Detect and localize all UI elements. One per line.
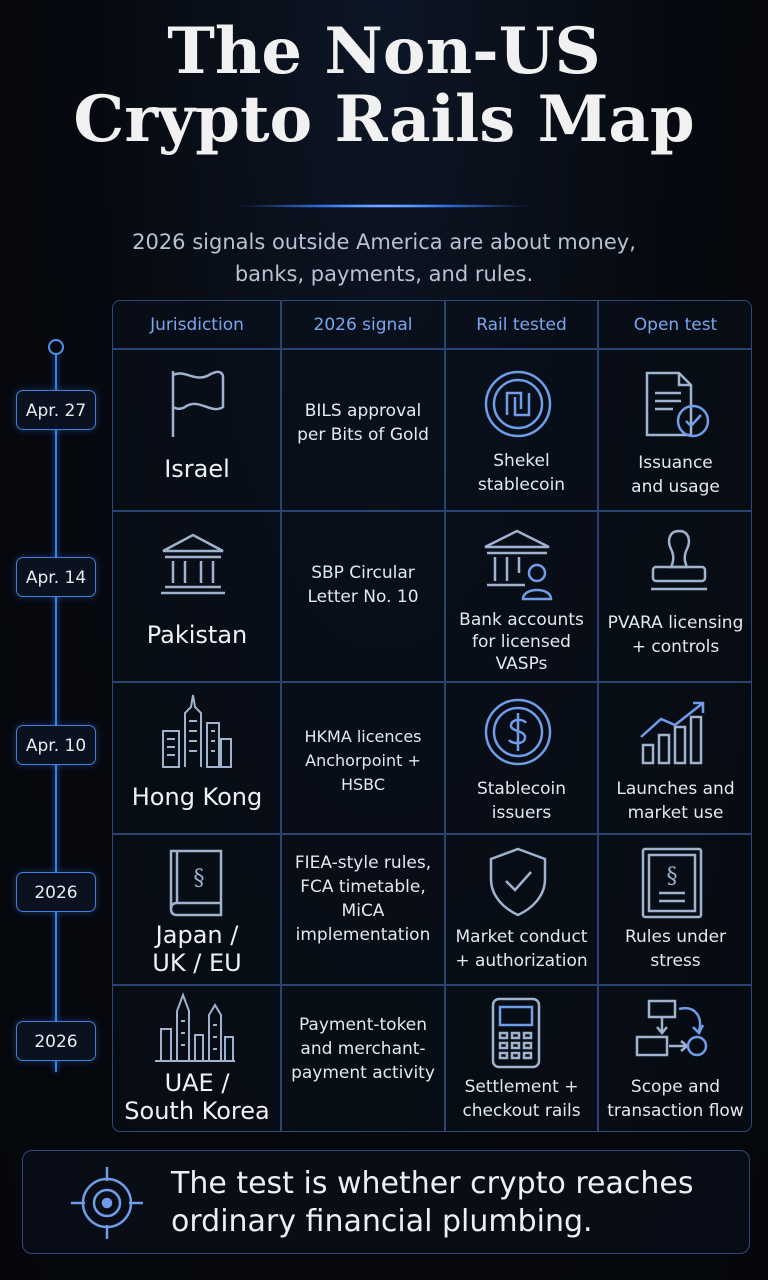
flow-diagram-icon: [635, 997, 715, 1063]
svg-text:§: §: [666, 864, 678, 889]
rail-text: Shekel stablecoin: [477, 451, 566, 495]
signal-text: BILS approval per Bits of Gold: [297, 401, 429, 445]
rail-text: Bank accounts for licensed VASPs: [459, 610, 584, 674]
column-header-signal: 2026 signal: [313, 315, 413, 335]
page-title: [0, 14, 768, 158]
open-test-text: Rules under stress: [624, 927, 727, 971]
date-pill: Apr. 14: [16, 557, 96, 597]
row-divider: [113, 984, 752, 986]
rail-text: Market conduct + authorization: [455, 927, 588, 971]
jurisdiction-name: UAE / South Korea: [124, 1069, 270, 1125]
date-pill: 2026: [16, 1021, 96, 1061]
jurisdiction-name: Japan / UK / EU: [152, 921, 242, 977]
subtitle-line-2: banks, payments, and rules.: [234, 262, 534, 286]
target-icon: [69, 1165, 145, 1241]
jurisdiction-name: Pakistan: [146, 621, 248, 649]
document-check-icon: [643, 369, 713, 441]
open-test-text: Issuance and usage: [631, 453, 720, 497]
footer-message: [171, 1165, 731, 1241]
stamp-icon: [641, 527, 717, 599]
column-divider: [597, 301, 599, 1132]
open-test-text: PVARA licensing + controls: [607, 613, 744, 657]
flag-icon: [165, 367, 229, 439]
footer-callout: [22, 1150, 750, 1254]
date-pill: 2026: [16, 872, 96, 912]
title-line-2: Crypto Rails Map: [73, 82, 695, 158]
column-header-jurisdiction: Jurisdiction: [150, 315, 244, 335]
jurisdiction-name: Hong Kong: [131, 783, 263, 811]
footer-line-1: The test is whether crypto reaches: [171, 1166, 694, 1201]
rails-table: [112, 300, 752, 1132]
signal-text: Payment-token and merchant- payment activity: [291, 1015, 435, 1083]
timeline-start-dot: [48, 339, 64, 355]
bank-user-icon: [481, 527, 557, 603]
timeline-line: [55, 352, 57, 1072]
skyline-icon: [159, 691, 233, 769]
date-pill: Apr. 10: [16, 725, 96, 765]
row-divider: [113, 681, 752, 683]
date-pill: Apr. 27: [16, 390, 96, 430]
rulebook-icon: [639, 845, 705, 921]
row-divider: [113, 833, 752, 835]
rail-text: Stablecoin issuers: [476, 779, 567, 823]
row-divider: [113, 510, 752, 512]
open-test-text: Scope and transaction flow: [607, 1077, 744, 1121]
subtitle-line-1: 2026 signals outside America are about money,: [132, 230, 636, 254]
shield-check-icon: [485, 845, 551, 917]
dollar-coin-icon: [483, 697, 553, 767]
open-test-text: Launches and market use: [616, 779, 735, 823]
signal-text: HKMA licences Anchorpoint + HSBC: [304, 727, 422, 794]
rail-text: Settlement + checkout rails: [462, 1077, 581, 1121]
svg-text:§: §: [193, 866, 205, 891]
law-book-icon: [165, 845, 229, 925]
bank-icon: [159, 531, 227, 595]
signal-text: SBP Circular Letter No. 10: [307, 563, 419, 607]
jurisdiction-name: Israel: [164, 455, 230, 483]
footer-line-2: ordinary financial plumbing.: [171, 1204, 593, 1239]
subtitle: [0, 226, 768, 290]
city-skyline-icon: [153, 991, 237, 1065]
payment-terminal-icon: [489, 995, 543, 1071]
row-divider: [113, 348, 752, 350]
column-header-open-test: Open test: [633, 315, 718, 335]
title-line-1: The Non-US: [167, 14, 601, 89]
growth-chart-icon: [637, 697, 717, 767]
column-header-rail: Rail tested: [476, 315, 567, 335]
title-glow-divider: [234, 204, 534, 208]
shekel-coin-icon: [483, 369, 553, 439]
signal-text: FIEA-style rules, FCA timetable, MiCA implementation: [294, 853, 432, 945]
